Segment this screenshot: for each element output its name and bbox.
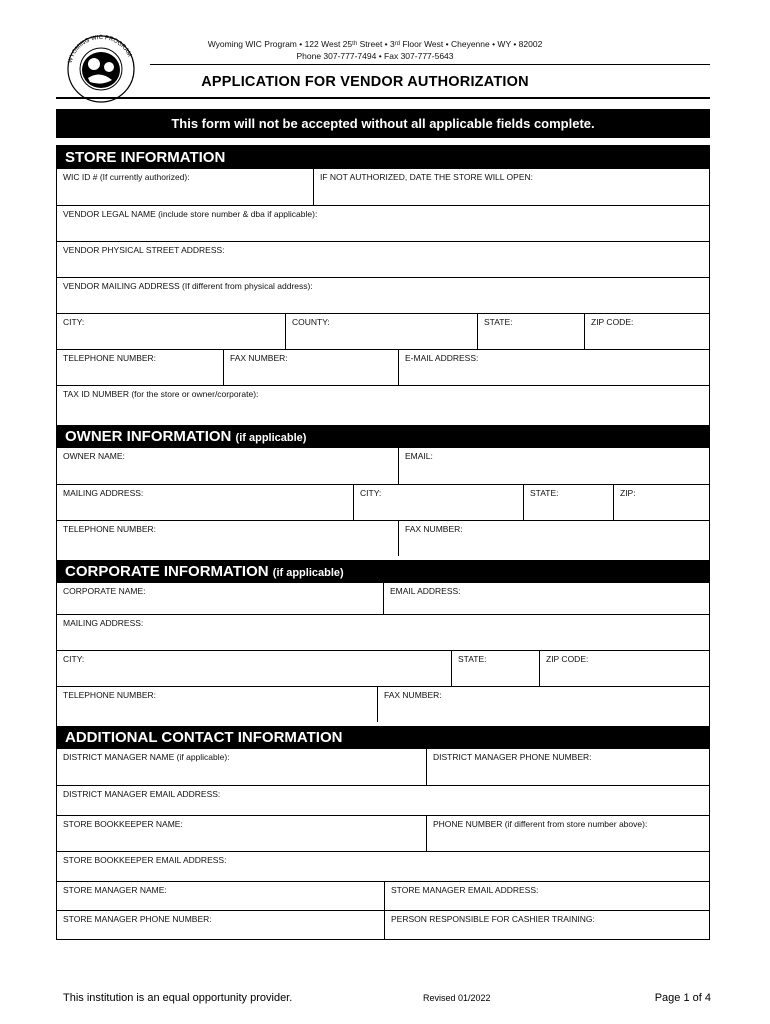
equal-opportunity-statement: This institution is an equal opportunity provider. xyxy=(63,992,293,1004)
corporate-zip-field[interactable]: ZIP CODE: xyxy=(539,651,709,686)
owner-fax-field[interactable]: FAX NUMBER: xyxy=(398,521,709,556)
vendor-mailing-address-field[interactable]: VENDOR MAILING ADDRESS (If different from physical address): xyxy=(63,281,313,291)
application-form xyxy=(56,145,710,940)
section-header-store xyxy=(57,146,709,169)
store-city-field[interactable]: CITY: xyxy=(63,317,85,327)
bookkeeper-name-field[interactable]: STORE BOOKKEEPER NAME: xyxy=(63,819,183,829)
corporate-telephone-field[interactable]: TELEPHONE NUMBER: xyxy=(63,690,157,700)
store-manager-email-field[interactable]: STORE MANAGER EMAIL ADDRESS: xyxy=(384,882,709,910)
store-county-field[interactable]: COUNTY: xyxy=(285,314,477,349)
tax-id-field[interactable]: TAX ID NUMBER (for the store or owner/corporate): xyxy=(63,389,259,399)
wic-id-field[interactable]: WIC ID # (If currently authorized): xyxy=(63,172,190,182)
corporate-mailing-address-field[interactable]: MAILING ADDRESS: xyxy=(63,618,144,628)
store-telephone-field[interactable]: TELEPHONE NUMBER: xyxy=(63,353,157,363)
store-fax-field[interactable]: FAX NUMBER: xyxy=(223,350,398,385)
district-manager-name-field[interactable]: DISTRICT MANAGER NAME (if applicable): xyxy=(63,752,230,762)
program-address: Wyoming WIC Program • 122 West 25ᵗʰ Street • 3ʳᵈ Floor West • Cheyenne • WY • 82002 xyxy=(207,39,543,49)
title-divider xyxy=(56,97,710,99)
vendor-physical-address-field[interactable]: VENDOR PHYSICAL STREET ADDRESS: xyxy=(63,245,225,255)
vendor-legal-name-field[interactable]: VENDOR LEGAL NAME (include store number & dba if applicable): xyxy=(63,209,318,219)
section-subtitle: (if applicable) xyxy=(272,567,344,579)
header-divider xyxy=(150,64,710,65)
owner-email-field[interactable]: EMAIL: xyxy=(398,448,709,484)
district-manager-phone-field[interactable]: DISTRICT MANAGER PHONE NUMBER: xyxy=(426,749,709,785)
owner-city-field[interactable]: CITY: xyxy=(353,485,523,520)
store-zip-field[interactable]: ZIP CODE: xyxy=(584,314,709,349)
store-open-date-field[interactable]: IF NOT AUTHORIZED, DATE THE STORE WILL OPEN: xyxy=(313,169,709,205)
page-title: APPLICATION FOR VENDOR AUTHORIZATION xyxy=(201,74,529,90)
store-state-field[interactable]: STATE: xyxy=(477,314,584,349)
section-title: STORE INFORMATION xyxy=(65,149,226,166)
section-header-corporate xyxy=(57,560,709,583)
owner-state-field[interactable]: STATE: xyxy=(523,485,613,520)
section-header-owner xyxy=(57,425,709,448)
section-title: CORPORATE INFORMATION xyxy=(65,563,269,580)
cashier-training-contact-field[interactable]: PERSON RESPONSIBLE FOR CASHIER TRAINING: xyxy=(384,911,709,939)
owner-mailing-address-field[interactable]: MAILING ADDRESS: xyxy=(63,488,144,498)
section-subtitle: (if applicable) xyxy=(235,432,307,444)
completion-notice: This form will not be accepted without all applicable fields complete. xyxy=(56,109,710,138)
seal-ring-text: WYOMING WIC PROGRAM xyxy=(67,34,133,64)
owner-telephone-field[interactable]: TELEPHONE NUMBER: xyxy=(63,524,157,534)
program-phone-fax: Phone 307-777-7494 • Fax 307-777-5643 xyxy=(296,51,454,61)
owner-zip-field[interactable]: ZIP: xyxy=(613,485,709,520)
page-number: Page 1 of 4 xyxy=(654,992,711,1004)
revision-date: Revised 01/2022 xyxy=(423,993,491,1003)
corporate-state-field[interactable]: STATE: xyxy=(451,651,539,686)
corporate-city-field[interactable]: CITY: xyxy=(63,654,85,664)
wic-seal-logo xyxy=(62,34,140,104)
district-manager-email-field[interactable]: DISTRICT MANAGER EMAIL ADDRESS: xyxy=(63,789,221,799)
section-header-additional xyxy=(57,726,709,749)
store-manager-name-field[interactable]: STORE MANAGER NAME: xyxy=(63,885,167,895)
section-title: OWNER INFORMATION xyxy=(65,428,232,445)
bookkeeper-phone-field[interactable]: PHONE NUMBER (if different from store number above): xyxy=(426,816,709,851)
wic-seal-icon xyxy=(62,34,140,104)
corporate-fax-field[interactable]: FAX NUMBER: xyxy=(377,687,709,722)
section-title: ADDITIONAL CONTACT INFORMATION xyxy=(65,729,343,746)
store-manager-phone-field[interactable]: STORE MANAGER PHONE NUMBER: xyxy=(63,914,212,924)
corporate-email-field[interactable]: EMAIL ADDRESS: xyxy=(383,583,709,614)
bookkeeper-email-field[interactable]: STORE BOOKKEEPER EMAIL ADDRESS: xyxy=(63,855,227,865)
corporate-name-field[interactable]: CORPORATE NAME: xyxy=(63,586,146,596)
store-email-field[interactable]: E-MAIL ADDRESS: xyxy=(398,350,709,385)
owner-name-field[interactable]: OWNER NAME: xyxy=(63,451,125,461)
